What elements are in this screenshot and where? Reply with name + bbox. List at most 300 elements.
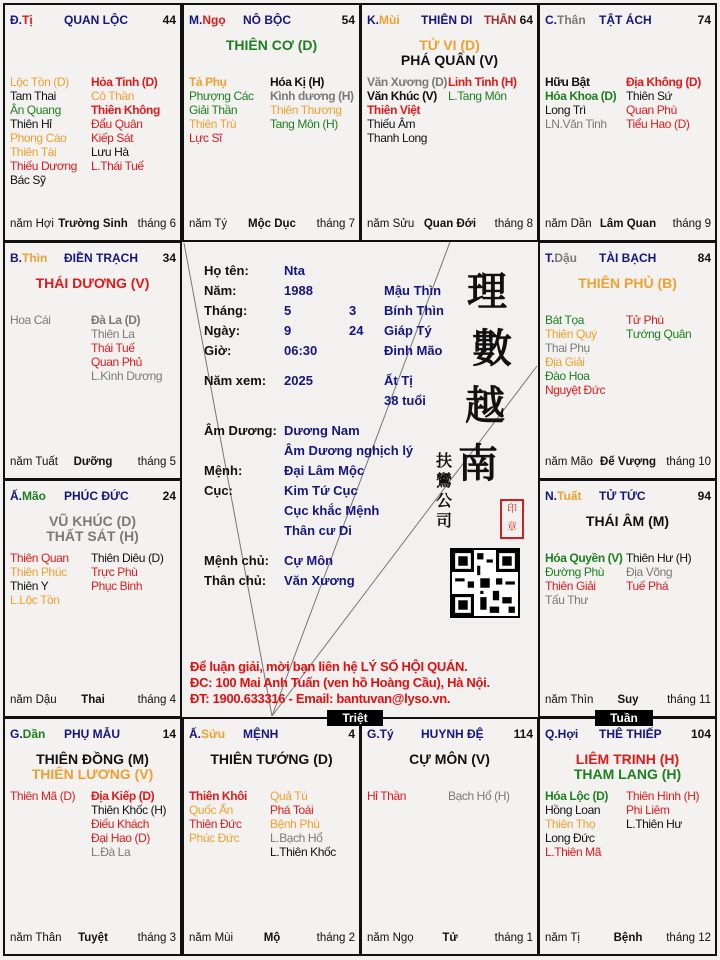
tuan-marker: Tuần — [595, 710, 653, 726]
minor-star: L.Thiên Mã — [545, 845, 602, 859]
minor-star: Văn Khúc (V) — [367, 89, 437, 103]
palace-can-chi — [189, 13, 226, 27]
nguyet-han-month: tháng 4 — [137, 694, 176, 706]
minor-stars-left — [10, 313, 51, 327]
minor-star: Phục Binh — [91, 579, 143, 593]
thang-label: Tháng: — [204, 303, 248, 318]
tieu-han-year: năm Tuất — [10, 456, 58, 468]
palace-footer — [367, 218, 533, 232]
palace-can-chi — [545, 13, 586, 27]
chi: Mùi — [379, 13, 400, 27]
logo-small-text: 扶鸞公司 — [436, 451, 453, 530]
palace-footer — [545, 218, 711, 232]
palace-footer — [545, 456, 711, 470]
tieu-han-year: năm Mão — [545, 456, 593, 468]
minor-star: Thiên Quý — [545, 327, 597, 341]
nguyet-han-month: tháng 5 — [137, 456, 176, 468]
can: B. — [10, 251, 22, 265]
nguyet-han-month: tháng 3 — [137, 932, 176, 944]
palace-footer — [545, 932, 711, 946]
minor-star: Thiên Thọ — [545, 817, 596, 831]
minor-star: Hóa Khoa (D) — [545, 89, 617, 103]
minor-star: Phượng Các — [189, 89, 254, 103]
main-star: THIÊN LƯƠNG (V) — [31, 766, 154, 782]
minor-star: Điếu Khách — [91, 817, 150, 831]
palace-header — [189, 727, 355, 743]
palace-header — [10, 727, 176, 743]
minor-stars-left — [367, 789, 406, 803]
dai-van-age: 24 — [162, 489, 176, 503]
minor-star: Nguyệt Đức — [545, 383, 606, 397]
minor-star: Lộc Tồn (D) — [10, 75, 69, 89]
tieu-han-year: năm Tý — [189, 218, 228, 230]
minor-stars-right — [91, 551, 163, 593]
main-stars — [362, 38, 537, 68]
minor-stars-right — [626, 75, 701, 131]
minor-star: Lực Sĩ — [189, 131, 222, 145]
minor-star: Hỉ Thần — [367, 789, 407, 803]
chi: Thân — [557, 13, 586, 27]
palace-can-chi — [367, 13, 400, 27]
minor-star: Lưu Hà — [91, 145, 129, 159]
contact-line-1: Để luận giải, mời bạn liên hệ LÝ SỐ HỘI QUÁN. — [190, 659, 468, 674]
minor-star: Linh Tinh (H) — [448, 75, 517, 89]
truong-sinh-phase: Tuyệt — [78, 932, 108, 944]
than-chu-value: Văn Xương — [284, 573, 355, 588]
contact-phone-email[interactable]: ĐT: 1900.633316 - Email: bantuvan@lyso.vn. — [190, 691, 451, 706]
can: C. — [545, 13, 557, 27]
minor-star: Thiên La — [91, 327, 135, 341]
minor-star: Thiếu Âm — [367, 117, 416, 131]
palace-name: PHỤ MẪU — [64, 727, 120, 741]
minor-star: Hồng Loan — [545, 803, 601, 817]
minor-stars-left — [10, 75, 77, 187]
minor-stars-left — [10, 551, 69, 607]
nam-xem-label: Năm xem: — [204, 373, 267, 388]
palace-can-chi — [367, 727, 394, 741]
main-stars — [362, 752, 537, 767]
minor-stars-right — [448, 789, 510, 803]
am-duong-value: Dương Nam — [284, 423, 360, 438]
minor-star: Đại Hao (D) — [91, 831, 150, 845]
dai-van-age: 114 — [513, 727, 533, 741]
minor-star: L.Tang Môn — [448, 89, 507, 103]
palace-mùi[interactable] — [360, 3, 539, 242]
dai-van-age: 14 — [162, 727, 176, 741]
minor-star: Thiên Việt — [367, 103, 421, 117]
minor-star: Thiên Thương — [270, 103, 342, 117]
minor-star: Thiên Quan — [10, 551, 69, 565]
dai-van-age: 4 — [348, 727, 355, 741]
truong-sinh-phase: Đế Vượng — [599, 456, 657, 468]
minor-star: Thiên Không — [91, 103, 160, 117]
tuoi: 38 tuổi — [384, 393, 426, 408]
minor-stars-right — [270, 789, 336, 859]
minor-star: Tấu Thư — [545, 593, 589, 607]
chi: Tý — [379, 727, 394, 741]
can: M. — [189, 13, 203, 27]
chi: Dần — [22, 727, 46, 741]
nguyet-han-month: tháng 2 — [316, 932, 355, 944]
main-star: PHÁ QUÂN (V) — [400, 52, 499, 68]
minor-stars-left — [189, 75, 254, 145]
truong-sinh-phase: Suy — [617, 694, 639, 706]
logo-char: 南 — [458, 440, 498, 487]
can: T. — [545, 251, 555, 265]
chi: Hợi — [557, 727, 579, 741]
palace-name: TẬT ÁCH — [599, 13, 652, 27]
minor-star: L.Thiên Hư — [626, 817, 683, 831]
minor-star: Ân Quang — [10, 103, 61, 117]
palace-tý[interactable] — [360, 717, 539, 956]
minor-star: L.Bạch Hổ — [270, 831, 323, 845]
minor-star: Tả Phụ — [189, 75, 227, 89]
minor-star: Phá Toái — [270, 803, 314, 817]
minor-star: Văn Xương (D) — [367, 75, 448, 89]
palace-can-chi — [545, 251, 577, 265]
minor-star: Thai Phụ — [545, 341, 590, 355]
palace-can-chi — [189, 727, 225, 741]
tieu-han-year: năm Dần — [545, 218, 592, 230]
nguyet-han-month: tháng 8 — [494, 218, 533, 230]
truong-sinh-phase: Quan Đới — [423, 218, 477, 230]
palace-footer — [367, 932, 533, 946]
nam-value: 1988 — [284, 283, 313, 298]
minor-star: Thiên Giải — [545, 579, 596, 593]
can: G. — [10, 727, 23, 741]
palace-name: HUYNH ĐỆ — [421, 727, 484, 741]
minor-star: Trực Phù — [91, 565, 138, 579]
menh-label: Mệnh: — [204, 463, 243, 478]
am-duong-label: Âm Dương: — [204, 423, 277, 438]
menh-chu-value: Cự Môn — [284, 553, 334, 568]
minor-star: Thiên Diêu (D) — [91, 551, 164, 565]
nam-label: Năm: — [204, 283, 237, 298]
can: G. — [367, 727, 380, 741]
truong-sinh-phase: Bệnh — [613, 932, 643, 944]
main-star: THIÊN ĐỒNG (M) — [36, 751, 149, 767]
minor-star: Quốc Ấn — [189, 803, 233, 817]
gio-can-chi: Đinh Mão — [384, 343, 443, 358]
tieu-han-year: năm Ngọ — [367, 932, 414, 944]
main-star: LIÊM TRINH (H) — [575, 751, 680, 767]
palace-tuất[interactable] — [538, 479, 717, 718]
minor-stars-right — [91, 789, 166, 859]
than-cu: Thân cư Di — [284, 523, 352, 538]
thang-am: 3 — [349, 303, 357, 318]
minor-star: Bác Sỹ — [10, 173, 46, 187]
can: K. — [367, 13, 379, 27]
palace-name: QUAN LỘC — [64, 13, 128, 27]
palace-name: TÀI BẠCH — [599, 251, 657, 265]
palace-name: MỆNH — [243, 727, 279, 741]
minor-star: Đường Phù — [545, 565, 605, 579]
minor-star: Hữu Bật — [545, 75, 590, 89]
can: Đ. — [10, 13, 22, 27]
main-star: THIÊN PHỦ (B) — [578, 275, 677, 291]
can: Ấ. — [10, 489, 22, 503]
palace-can-chi — [10, 727, 45, 741]
minor-stars-right — [91, 75, 160, 173]
palace-footer — [545, 694, 711, 708]
thang-duong: 5 — [284, 303, 292, 318]
palace-name: PHÚC ĐỨC — [64, 489, 129, 503]
minor-star: Địa Không (D) — [626, 75, 701, 89]
tieu-han-year: năm Dậu — [10, 694, 57, 706]
minor-star: Tuế Phá — [626, 579, 669, 593]
main-stars — [540, 752, 715, 782]
main-star: CỰ MÔN (V) — [409, 751, 490, 767]
chi: Dậu — [554, 251, 578, 265]
gio-label: Giờ: — [204, 343, 232, 358]
minor-star: Thiên Hỉ — [10, 117, 52, 131]
minor-star: Địa Võng — [626, 565, 673, 579]
minor-stars-right — [91, 313, 162, 383]
main-star: THAM LANG (H) — [573, 766, 682, 782]
nam-xem-can-chi: Ất Tị — [384, 373, 413, 388]
palace-header — [189, 13, 355, 29]
main-stars — [5, 514, 180, 544]
palace-header — [367, 13, 533, 29]
tieu-han-year: năm Tị — [545, 932, 580, 944]
palace-hợi[interactable] — [538, 717, 717, 956]
main-stars — [540, 514, 715, 529]
palace-footer — [189, 218, 355, 232]
palace-header — [545, 489, 711, 505]
tieu-han-year: năm Hợi — [10, 218, 54, 230]
nguyet-han-month: tháng 10 — [666, 456, 711, 468]
minor-star: Thanh Long — [367, 131, 428, 145]
minor-star: Cô Thần — [91, 89, 135, 103]
minor-star: Phong Cáo — [10, 131, 67, 145]
minor-star: L.Thiên Khốc — [270, 845, 336, 859]
cuc-note: Cục khắc Mệnh — [284, 503, 380, 518]
minor-star: Thiên Hư (H) — [626, 551, 692, 565]
minor-star: Thiên Tài — [10, 145, 57, 159]
minor-star: Đào Hoa — [545, 369, 590, 383]
minor-star: Hỏa Tinh (D) — [91, 75, 158, 89]
palace-header — [545, 727, 711, 743]
palace-thân[interactable] — [538, 3, 717, 242]
main-star: THÁI ÂM (M) — [585, 513, 670, 529]
minor-star: Thiên Hình (H) — [626, 789, 700, 803]
am-duong-note: Âm Dương nghịch lý — [284, 443, 414, 458]
minor-star: Tiểu Hao (D) — [626, 117, 690, 131]
ngay-can-chi: Giáp Tý — [384, 323, 432, 338]
minor-star: Long Đức — [545, 831, 595, 845]
minor-star: Thiên Khốc (H) — [91, 803, 167, 817]
minor-star: Thiên Y — [10, 579, 49, 593]
minor-star: Giải Thần — [189, 103, 238, 117]
chi: Sửu — [201, 727, 226, 741]
minor-stars-left — [10, 789, 75, 803]
palace-ngọ[interactable] — [182, 3, 361, 242]
palace-name: TỬ TỨC — [599, 489, 646, 503]
minor-star: L.Kình Dương — [91, 369, 163, 383]
triet-marker: Triệt — [327, 710, 383, 726]
main-star: VŨ KHÚC (D) — [48, 513, 137, 529]
truong-sinh-phase: Lâm Quan — [599, 218, 657, 230]
minor-star: L.Thái Tuế — [91, 159, 144, 173]
minor-star: Hóa Quyền (V) — [545, 551, 623, 565]
minor-star: Địa Giải — [545, 355, 585, 369]
palace-name: ĐIỀN TRẠCH — [64, 251, 138, 265]
minor-stars-right — [270, 75, 354, 131]
palace-footer — [10, 694, 176, 708]
minor-stars-left — [189, 789, 247, 845]
palace-thìn[interactable] — [3, 241, 182, 480]
minor-stars-right — [626, 551, 691, 593]
main-star: TỬ VI (D) — [419, 37, 480, 53]
tieu-han-year: năm Sửu — [367, 218, 415, 230]
minor-star: Tử Phù — [626, 313, 664, 327]
ngay-label: Ngày: — [204, 323, 241, 338]
minor-star: Tướng Quân — [626, 327, 692, 341]
minor-star: Tang Môn (H) — [270, 117, 338, 131]
menh-chu-label: Mệnh chủ: — [204, 553, 269, 568]
minor-stars-right — [448, 75, 517, 103]
main-stars — [5, 276, 180, 291]
palace-can-chi — [10, 13, 33, 27]
palace-can-chi — [10, 251, 47, 265]
can: Ấ. — [189, 727, 201, 741]
palace-dần[interactable] — [3, 717, 182, 956]
minor-star: Thiên Mã (D) — [10, 789, 76, 803]
ho-ten-value: Nta — [284, 263, 305, 278]
palace-header — [10, 251, 176, 267]
dai-van-age: 84 — [697, 251, 711, 265]
ho-ten-label: Họ tên: — [204, 263, 249, 278]
thang-can-chi: Bính Thìn — [384, 303, 444, 318]
minor-star: Địa Kiếp (D) — [91, 789, 155, 803]
nguyet-han-month: tháng 7 — [316, 218, 355, 230]
truong-sinh-phase: Tử — [442, 932, 458, 944]
palace-footer — [10, 456, 176, 470]
palace-header — [10, 489, 176, 505]
minor-star: Thiên Khôi — [189, 789, 247, 803]
minor-stars-left — [545, 789, 608, 859]
qr-code-icon[interactable] — [450, 548, 520, 618]
main-stars — [540, 276, 715, 291]
main-stars — [5, 752, 180, 782]
dai-van-age: 54 — [341, 13, 355, 27]
cuc-label: Cục: — [204, 483, 233, 498]
dai-van-age: 104 — [690, 727, 711, 741]
palace-can-chi — [545, 727, 578, 741]
main-stars — [184, 38, 359, 53]
main-star: THIÊN CƠ (D) — [225, 37, 318, 53]
nam-can-chi: Mậu Thìn — [384, 283, 442, 298]
minor-star: Bạch Hổ (H) — [448, 789, 510, 803]
red-seal-icon: 印 章 — [500, 499, 524, 539]
dai-van-age: 34 — [162, 251, 176, 265]
minor-star: L.Đà La — [91, 845, 131, 859]
ngay-duong: 9 — [284, 323, 292, 338]
minor-star: Bát Tọa — [545, 313, 585, 327]
chi: Thìn — [22, 251, 48, 265]
minor-star: Thiên Đức — [189, 817, 242, 831]
minor-star: Quan Phù — [626, 103, 677, 117]
tieu-han-year: năm Thân — [10, 932, 62, 944]
logo-char: 數 — [472, 325, 512, 372]
chi: Tuất — [557, 489, 582, 503]
palace-header — [545, 13, 711, 29]
nguyet-han-month: tháng 11 — [667, 694, 711, 706]
main-star: THÁI DƯƠNG (V) — [35, 275, 150, 291]
minor-star: Phúc Đức — [189, 831, 240, 845]
palace-can-chi — [545, 489, 581, 503]
can: Q. — [545, 727, 558, 741]
minor-star: Kiếp Sát — [91, 131, 134, 145]
palace-header — [545, 251, 711, 267]
palace-footer — [10, 218, 176, 232]
than-chu-label: Thân chủ: — [204, 573, 267, 588]
palace-header — [367, 727, 533, 743]
birth-info-panel — [182, 241, 538, 717]
minor-star: Quan Phủ — [91, 355, 142, 369]
main-star: THẤT SÁT (H) — [46, 528, 139, 544]
nam-xem-value: 2025 — [284, 373, 313, 388]
minor-stars-left — [545, 75, 616, 131]
palace-footer — [189, 932, 355, 946]
main-stars — [184, 752, 359, 767]
nguyet-han-month: tháng 9 — [672, 218, 711, 230]
than-marker: THÂN — [483, 13, 516, 27]
nguyet-han-month: tháng 6 — [137, 218, 176, 230]
gio-value: 06:30 — [284, 343, 318, 358]
minor-star: Thiên Sứ — [626, 89, 673, 103]
minor-star: Bệnh Phù — [270, 817, 320, 831]
palace-footer — [10, 932, 176, 946]
chi: Tị — [22, 13, 33, 27]
palace-tị[interactable] — [3, 3, 182, 242]
palace-name: NÔ BỘC — [243, 13, 291, 27]
tieu-han-year: năm Thìn — [545, 694, 594, 706]
palace-can-chi — [10, 489, 46, 503]
minor-stars-left — [545, 313, 605, 397]
truong-sinh-phase: Mộc Dục — [248, 218, 296, 230]
dai-van-age: 74 — [697, 13, 711, 27]
tieu-han-year: năm Mùi — [189, 932, 234, 944]
minor-star: Thiên Trù — [189, 117, 237, 131]
palace-name: THIÊN DI — [421, 13, 473, 27]
truong-sinh-phase: Dưỡng — [73, 456, 113, 468]
minor-star: Hóa Lộc (D) — [545, 789, 608, 803]
minor-star: LN.Văn Tinh — [545, 117, 607, 131]
minor-star: Thiên Phúc — [10, 565, 67, 579]
minor-star: Kình dương (H) — [270, 89, 354, 103]
minor-stars-left — [545, 551, 622, 607]
minor-star: Đẩu Quân — [91, 117, 143, 131]
main-star: THIÊN TƯỚNG (D) — [210, 751, 333, 767]
minor-stars-right — [626, 313, 691, 341]
minor-star: Hóa Kị (H) — [270, 75, 324, 89]
chi: Ngọ — [202, 13, 226, 27]
truong-sinh-phase: Trường Sinh — [58, 218, 128, 230]
minor-star: Đà La (D) — [91, 313, 141, 327]
minor-star: Quả Tú — [270, 789, 308, 803]
palace-sửu[interactable] — [182, 717, 361, 956]
palace-header — [10, 13, 176, 29]
nguyet-han-month: tháng 1 — [494, 932, 533, 944]
truong-sinh-phase: Mộ — [263, 932, 281, 944]
minor-star: Long Trì — [545, 103, 586, 117]
dai-van-age: 94 — [697, 489, 711, 503]
minor-stars-left — [367, 75, 447, 145]
can: N. — [545, 489, 557, 503]
palace-dậu[interactable] — [538, 241, 717, 480]
palace-mão[interactable] — [3, 479, 182, 718]
